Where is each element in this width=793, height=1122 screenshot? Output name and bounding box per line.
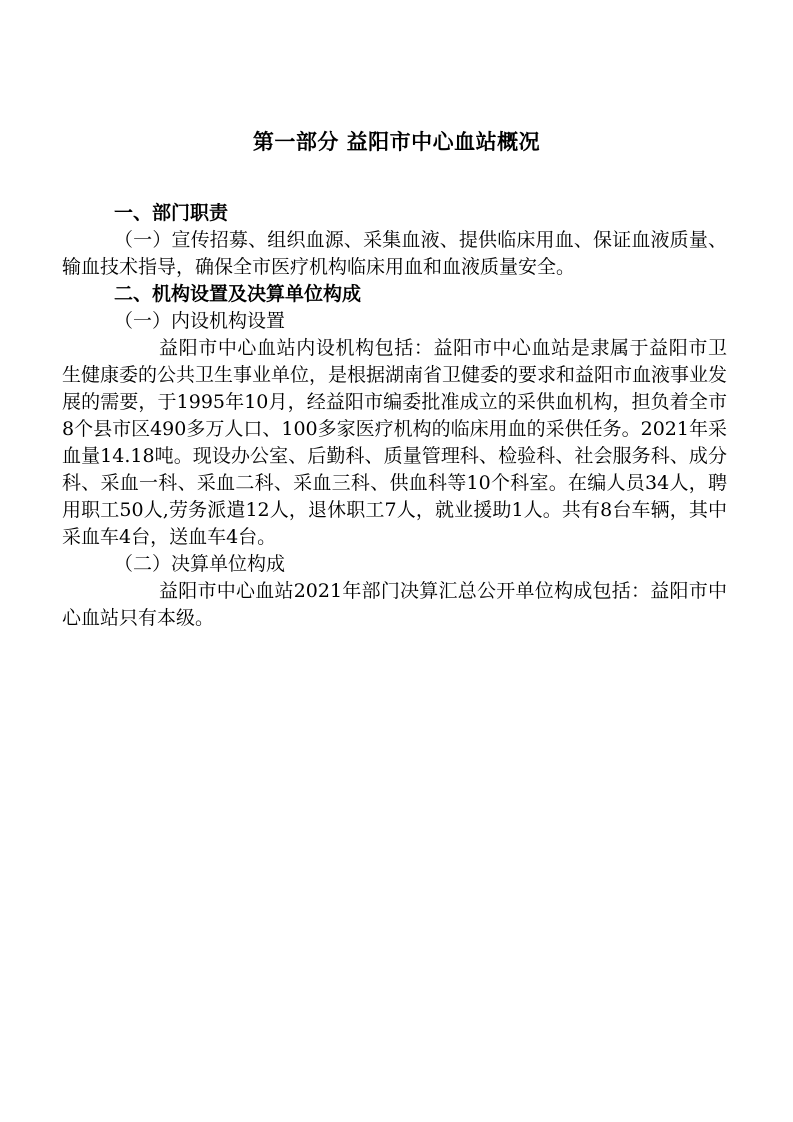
internal-structure-paragraph: 益阳市中心血站内设机构包括：益阳市中心血站是隶属于益阳市卫生健康委的公共卫生事业单位，是根据湖南省卫健委的要求和益阳市血液事业发展的需要，于1995年10月，经益阳市编委批准成立的采供血机构，担负着全市8个县市区490多万人口、100多家医疗机构的临床用血的采供任务。2021年采血量14.18吨。现设办公室、后勤科、质量管理科、检验科、社会服务科、成分科、采血一科、采血二科、采血三科、供血科等10个科室。在编人员34人，聘用职工50人,劳务派遣12人，退休职工7人，就业援助1人。共有8台车辆，其中采血车4台，送血车4台。	[62, 337, 728, 548]
section-heading-organization: 二、机构设置及决算单位构成	[114, 283, 362, 305]
section-heading-duties: 一、部门职责	[114, 202, 229, 224]
document-body	[62, 200, 727, 632]
duties-paragraph: （一）宣传招募、组织血源、采集血液、提供临床用血、保证血液质量、输血技术指导，确保全市医疗机构临床用血和血液质量安全。	[62, 229, 727, 278]
page-title: 第一部分 益阳市中心血站概况	[252, 130, 541, 154]
units-paragraph: 益阳市中心血站2021年部门决算汇总公开单位构成包括：益阳市中心血站只有本级。	[62, 580, 727, 629]
subsection-heading-internal: （一）内设机构设置	[114, 310, 286, 332]
subsection-heading-units: （二）决算单位构成	[114, 553, 286, 575]
